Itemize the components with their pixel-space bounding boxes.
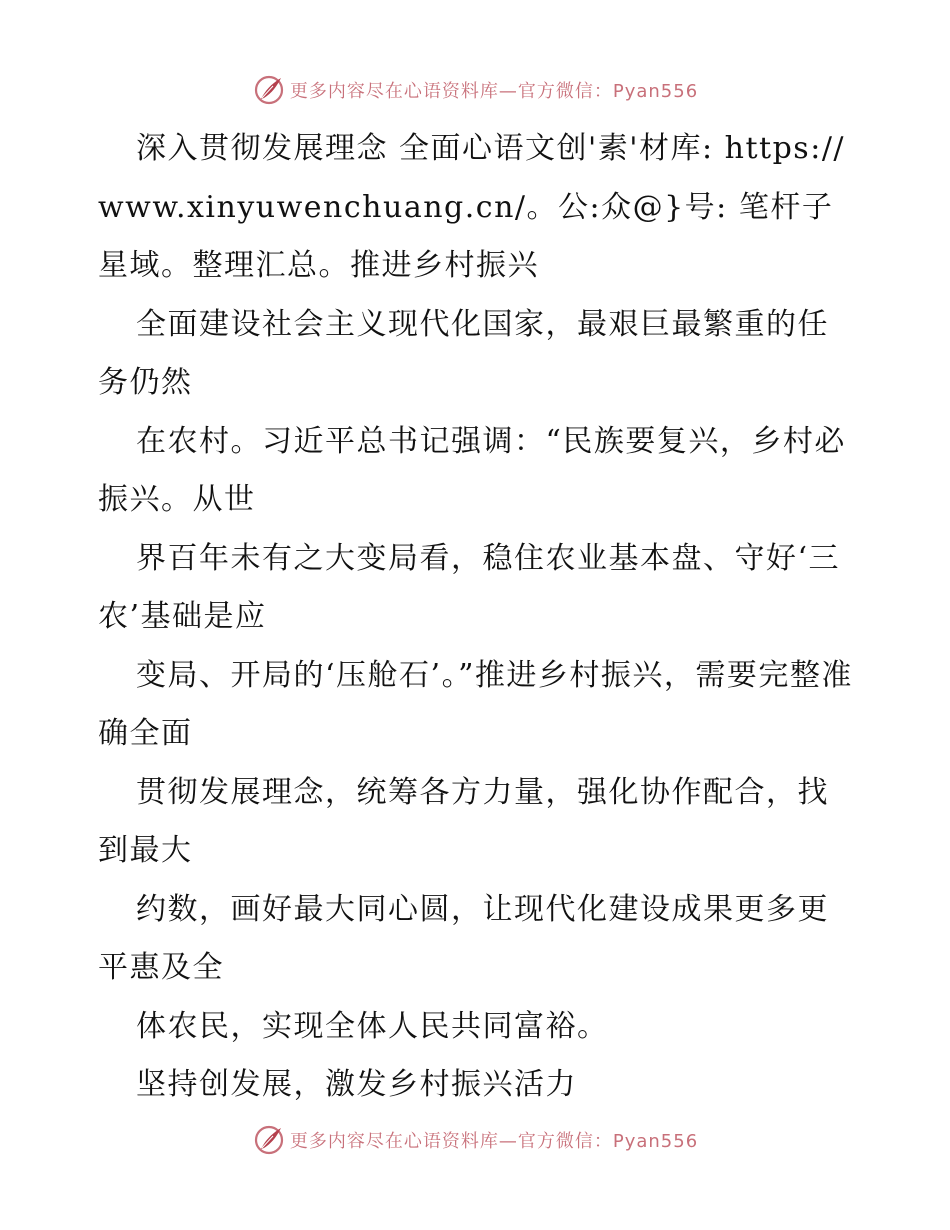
paragraph: 约数，画好最大同心圆，让现代化建设成果更多更平惠及全 xyxy=(98,891,829,985)
paragraph: 变局、开局的‘压舱石’。”推进乡村振兴，需要完整准确全面 xyxy=(98,657,853,751)
feather-pen-circle-logo xyxy=(252,1123,286,1157)
header-banner-text: 更多内容尽在心语资料库—官方微信：Pyan556 xyxy=(289,81,699,102)
paragraph: 坚持创发展，激发乡村振兴活力 xyxy=(136,1067,577,1102)
feather-pen-circle-logo xyxy=(252,73,286,107)
footer-banner-text: 更多内容尽在心语资料库—官方微信：Pyan556 xyxy=(289,1131,699,1152)
paragraph: 界百年未有之大变局看，稳住农业基本盘、守好‘三农’基础是应 xyxy=(98,540,841,634)
paragraph: 贯彻发展理念，统筹各方力量，强化协作配合，找到最大 xyxy=(98,774,829,868)
paragraph: 全面建设社会主义现代化国家，最艰巨最繁重的任务仍然 xyxy=(98,306,829,400)
header-banner xyxy=(0,70,950,110)
paragraph: 深入贯彻发展理念 全面心语文创'素'材库: https://www.xinyuwenchuang.cn/。公:众@}号: 笔杆子星域。整理汇总。推进乡村振兴 xyxy=(98,131,846,283)
document-body xyxy=(98,120,858,1115)
paragraph: 在农村。习近平总书记强调：“民族要复兴，乡村必振兴。从世 xyxy=(98,423,846,517)
paragraph: 体农民，实现全体人民共同富裕。 xyxy=(136,1008,609,1044)
footer-banner xyxy=(0,1120,950,1160)
